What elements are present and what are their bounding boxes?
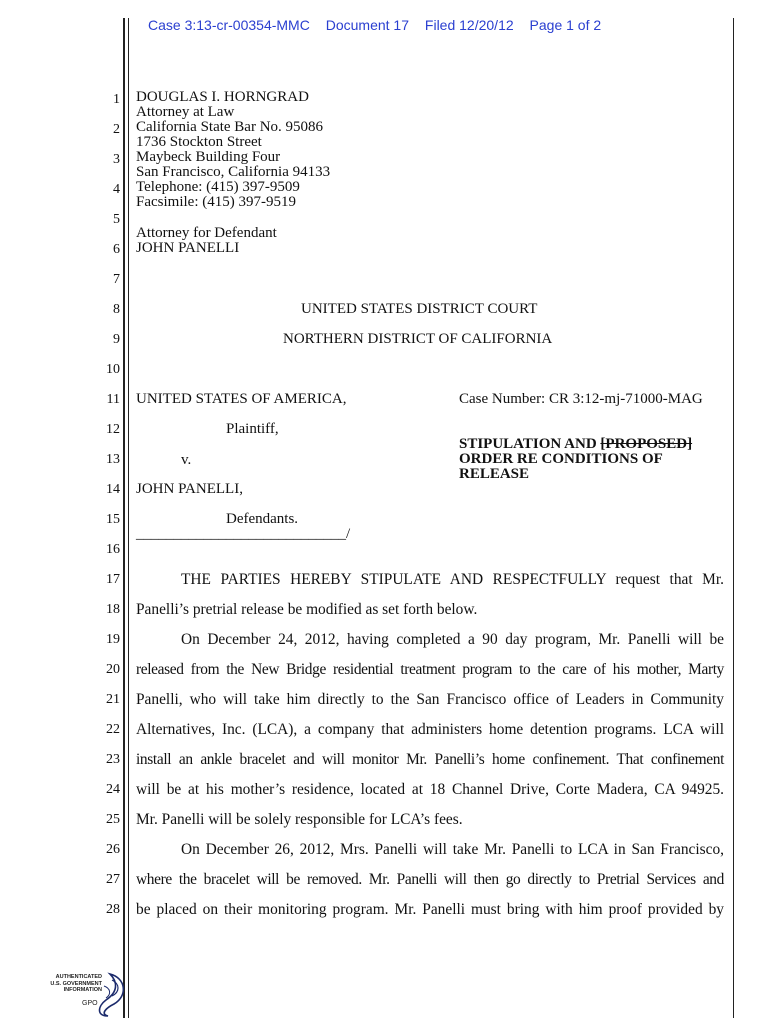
line-number: 8 <box>113 302 120 317</box>
right-margin-rule <box>733 18 734 1018</box>
filed-date: Filed 12/20/12 <box>424 17 514 33</box>
line-number: 7 <box>113 272 120 287</box>
line-number: 24 <box>106 782 120 797</box>
document-title-line-2: ORDER RE CONDITIONS OF <box>459 451 663 467</box>
attorney-facsimile: Facsimile: (415) 397-9519 <box>136 194 296 210</box>
caption-underline: ____________________________/ <box>136 526 351 542</box>
seal-text-3: INFORMATION <box>63 987 102 993</box>
line-number: 20 <box>106 662 120 677</box>
attorney-block <box>136 90 330 210</box>
body-line-25: Mr. Panelli will be solely responsible for LCA’s fees. <box>136 811 463 828</box>
body-text: On December 26, 2012, Mrs. Panelli will take Mr. Panelli to LCA in San Francisco, <box>181 841 724 858</box>
body-text: On December 24, 2012, having completed a 90 day program, Mr. Panelli will be <box>181 631 724 648</box>
body-line-19 <box>181 631 724 649</box>
line-number: 22 <box>106 722 120 737</box>
body-line-22 <box>136 721 724 739</box>
body-line-27 <box>136 871 724 889</box>
attorney-street: 1736 Stockton Street <box>136 134 262 150</box>
case-number: Case Number: CR 3:12-mj-71000-MAG <box>459 391 703 407</box>
line-number: 11 <box>106 392 120 407</box>
line-number: 26 <box>106 842 120 857</box>
attorney-building: Maybeck Building Four <box>136 149 281 165</box>
line-number: 23 <box>106 752 120 767</box>
body-text: Panelli, who will take him directly to the San Francisco office of Leaders in Community <box>136 691 724 708</box>
document-title-line-3: RELEASE <box>459 466 530 482</box>
body-text: will be at his mother’s residence, located at 18 Channel Drive, Corte Madera, CA 94925. <box>136 781 724 798</box>
caption-versus: v. <box>181 452 192 468</box>
filing-header <box>148 17 613 33</box>
caption-defendant: JOHN PANELLI, <box>136 481 243 497</box>
gpo-authentication-seal <box>40 970 130 1018</box>
line-number: 6 <box>113 242 120 257</box>
line-number: 13 <box>106 452 120 467</box>
seal-gpo: GPO <box>82 1000 98 1007</box>
body-line-28 <box>136 901 724 919</box>
line-number: 1 <box>113 92 120 107</box>
body-line-17 <box>181 571 724 589</box>
line-number: 18 <box>106 602 120 617</box>
seal-text-2: U.S. GOVERNMENT <box>50 980 102 987</box>
case-id: Case 3:13-cr-00354-MMC <box>148 17 310 33</box>
attorney-name: DOUGLAS I. HORNGRAD <box>136 89 309 105</box>
court-name: UNITED STATES DISTRICT COURT <box>301 301 538 317</box>
body-line-24 <box>136 781 724 799</box>
body-text: released from the New Bridge residential treatment program to the care of his mother, Marty <box>136 661 724 678</box>
line-number: 27 <box>106 872 120 887</box>
line-number: 10 <box>106 362 120 377</box>
attorney-bar-number: California State Bar No. 95086 <box>136 119 324 135</box>
caption-plaintiff: UNITED STATES OF AMERICA, <box>136 391 347 407</box>
attorney-title: Attorney at Law <box>136 104 235 120</box>
caption-plaintiff-role: Plaintiff, <box>226 421 279 437</box>
document-title-line-1 <box>459 437 692 452</box>
line-number: 5 <box>113 212 120 227</box>
line-number: 9 <box>113 332 120 347</box>
seal-text-1: AUTHENTICATED <box>55 974 102 980</box>
court-district: NORTHERN DISTRICT OF CALIFORNIA <box>283 331 553 347</box>
document-title-text: STIPULATION AND <box>459 436 601 452</box>
left-margin-rule-outer <box>123 18 125 1018</box>
line-number: 4 <box>113 182 120 197</box>
line-number: 25 <box>106 812 120 827</box>
body-text: where the bracelet will be removed. Mr. Panelli will then go directly to Pretrial Services and <box>136 871 724 888</box>
attorney-telephone: Telephone: (415) 397-9509 <box>136 179 300 195</box>
body-text: THE PARTIES HEREBY STIPULATE AND RESPECTFULLY request that Mr. <box>181 571 724 588</box>
body-line-26 <box>181 841 724 859</box>
line-number: 21 <box>106 692 120 707</box>
caption-defendant-role: Defendants. <box>226 511 299 527</box>
line-number: 15 <box>106 512 120 527</box>
attorney-client: JOHN PANELLI <box>136 240 240 256</box>
body-line-21 <box>136 691 724 709</box>
body-line-18: Panelli’s pretrial release be modified as set forth below. <box>136 601 478 618</box>
body-line-20 <box>136 661 724 679</box>
line-number: 14 <box>106 482 120 497</box>
line-number: 28 <box>106 902 120 917</box>
line-number: 16 <box>106 542 120 557</box>
body-line-23 <box>136 751 724 769</box>
proposed-struck: [PROPOSED] <box>600 436 693 452</box>
body-text: Alternatives, Inc. (LCA), a company that administers home detention programs. LCA will <box>136 721 724 738</box>
body-text: be placed on their monitoring program. Mr. Panelli must bring with him proof provided by <box>136 901 724 918</box>
line-number: 3 <box>113 152 120 167</box>
line-number: 19 <box>106 632 120 647</box>
attorney-city: San Francisco, California 94133 <box>136 164 331 180</box>
line-number: 17 <box>106 572 120 587</box>
attorney-role: Attorney for Defendant <box>136 225 277 241</box>
body-text: install an ankle bracelet and will monitor Mr. Panelli’s home confinement. That confinement <box>136 751 724 768</box>
left-margin-rule-inner <box>128 18 129 1018</box>
document-number: Document 17 <box>325 17 410 33</box>
page-indicator: Page 1 of 2 <box>529 17 602 33</box>
line-number: 12 <box>106 422 120 437</box>
line-number: 2 <box>113 122 120 137</box>
